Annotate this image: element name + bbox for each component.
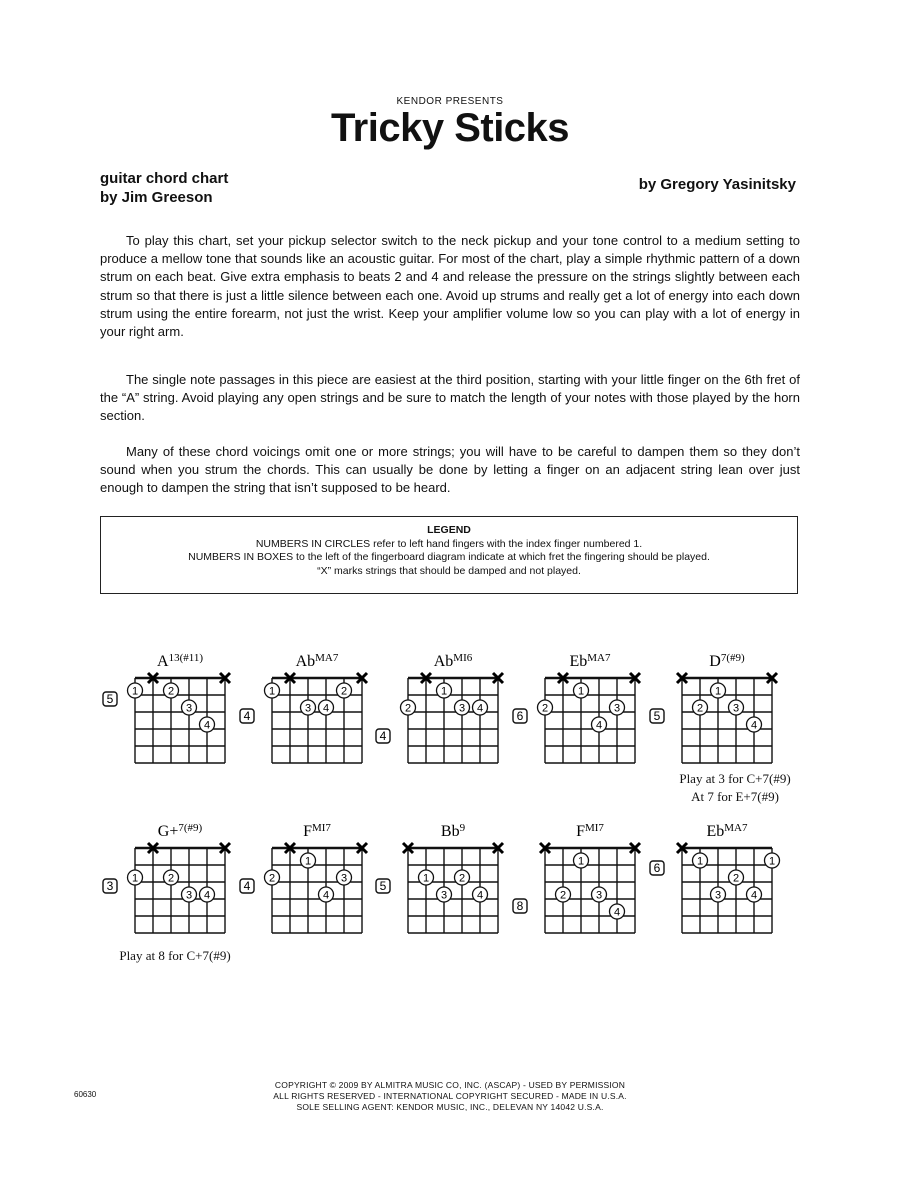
finger-number: 4 bbox=[750, 719, 758, 732]
fret-number: 4 bbox=[243, 879, 251, 893]
chord-root: A bbox=[157, 653, 169, 670]
finger-number: 1 bbox=[768, 855, 776, 868]
finger-number: 4 bbox=[322, 702, 330, 715]
d7-note-2: At 7 for E+7(#9) bbox=[691, 789, 779, 804]
chord-extension: 13(#11) bbox=[168, 652, 203, 664]
fret-number: 5 bbox=[106, 692, 114, 706]
finger-number: 3 bbox=[340, 872, 348, 885]
finger-number: 3 bbox=[304, 702, 312, 715]
chord-diagram bbox=[376, 822, 503, 933]
legend-heading: LEGEND bbox=[427, 524, 471, 536]
fret-number: 5 bbox=[379, 879, 387, 893]
fret-number: 6 bbox=[516, 709, 524, 723]
chord-name bbox=[706, 822, 748, 840]
chord-name bbox=[709, 652, 745, 670]
finger-number: 4 bbox=[750, 889, 758, 902]
fret-number: 4 bbox=[379, 729, 387, 743]
finger-number: 1 bbox=[696, 855, 704, 868]
finger-number: 1 bbox=[422, 872, 430, 885]
chord-diagram bbox=[513, 822, 640, 933]
fret-number: 3 bbox=[106, 879, 114, 893]
chord-root: Eb bbox=[706, 823, 725, 840]
finger-number: 1 bbox=[268, 685, 276, 698]
finger-number: 2 bbox=[458, 872, 466, 885]
fret-number: 4 bbox=[243, 709, 251, 723]
chord-name bbox=[569, 652, 611, 670]
chord-root: D bbox=[709, 653, 721, 670]
instruction-paragraph-2: The single note passages in this piece are easiest at the third position, starting with your little finger on the 6th fret of the “A” string. Avoid playing any open strings and be sure to match the length of your notes with those played by the horn section. bbox=[100, 372, 800, 424]
chord-name bbox=[158, 822, 203, 840]
chord-extension: MI7 bbox=[584, 822, 604, 834]
chord-extension: MA7 bbox=[724, 822, 748, 834]
chord-root: F bbox=[576, 823, 585, 840]
chord-name bbox=[441, 822, 466, 840]
chord-name bbox=[434, 652, 473, 670]
finger-number: 2 bbox=[732, 872, 740, 885]
copyright-line-2: ALL RIGHTS RESERVED - INTERNATIONAL COPYRIGHT SECURED - MADE IN U.S.A. bbox=[273, 1091, 627, 1101]
chord-name bbox=[576, 822, 604, 840]
chord-root: Ab bbox=[433, 653, 454, 670]
chord-root: Bb bbox=[440, 823, 460, 840]
finger-number: 2 bbox=[404, 702, 412, 715]
instruction-paragraph-1: To play this chart, set your pickup selector switch to the neck pickup and your tone control to a medium setting to produce a mellow tone that sounds like an acoustic guitar. For most of the chart, play a simple rhythmic pattern of a down strum on each beat. Give extra emphasis to beats 2 and 4 and release the pressure on the strings slightly between each strum so that there is just a little silence between each one. Avoid up strums and really get a lot of energy into each down strum using the entire forearm, not just the wrist. Keep your amplifier volume low so you can play with a lot of energy in your right arm. bbox=[100, 233, 800, 340]
chord-root: Eb bbox=[569, 653, 588, 670]
copyright-line-3: SOLE SELLING AGENT: KENDOR MUSIC, INC., DELEVAN NY 14042 U.S.A. bbox=[296, 1102, 604, 1112]
finger-number: 1 bbox=[714, 685, 722, 698]
finger-number: 2 bbox=[167, 685, 175, 698]
chord-diagram bbox=[650, 822, 780, 933]
arranger-line-2: by Jim Greeson bbox=[100, 189, 213, 206]
chord-extension: 7(#9) bbox=[720, 652, 745, 664]
legend-line-circles: NUMBERS IN CIRCLES refer to left hand fingers with the index finger numbered 1. bbox=[255, 537, 643, 550]
d7-note-1: Play at 3 for C+7(#9) bbox=[679, 771, 791, 786]
legend-line-x: “X” marks strings that should be damped and not played. bbox=[317, 564, 581, 577]
instruction-paragraph-3: Many of these chord voicings omit one or more strings; you will have to be careful to dampen them so they don’t sound when you strum the chords. This can usually be done by letting a finger on an adjacent string lean over just enough to dampen the string that isn’t supposed to be heard. bbox=[100, 444, 800, 496]
finger-number: 3 bbox=[732, 702, 740, 715]
chord-diagram bbox=[103, 652, 230, 763]
g7-note-1: Play at 8 for C+7(#9) bbox=[119, 948, 231, 963]
chord-extension: MA7 bbox=[315, 652, 339, 664]
composer-credit: by Gregory Yasinitsky bbox=[638, 176, 796, 193]
finger-number: 3 bbox=[185, 702, 193, 715]
finger-number: 2 bbox=[559, 889, 567, 902]
chord-diagram bbox=[513, 652, 640, 763]
finger-number: 4 bbox=[476, 702, 484, 715]
finger-number: 4 bbox=[322, 889, 330, 902]
finger-number: 3 bbox=[595, 889, 603, 902]
chord-root: F bbox=[303, 823, 312, 840]
finger-number: 2 bbox=[268, 872, 276, 885]
finger-number: 3 bbox=[185, 889, 193, 902]
finger-number: 1 bbox=[577, 855, 585, 868]
finger-number: 4 bbox=[613, 906, 621, 919]
chord-diagram bbox=[376, 652, 503, 763]
finger-number: 3 bbox=[458, 702, 466, 715]
chord-diagram bbox=[240, 822, 367, 933]
arranger-line-1: guitar chord chart bbox=[100, 170, 229, 187]
page-title: Tricky Sticks bbox=[330, 106, 570, 150]
finger-number: 1 bbox=[131, 872, 139, 885]
chord-name bbox=[157, 652, 203, 670]
fret-number: 5 bbox=[653, 709, 661, 723]
chord-name bbox=[296, 652, 339, 670]
copyright-line-1: COPYRIGHT © 2009 BY ALMITRA MUSIC CO, INC. (ASCAP) - USED BY PERMISSION bbox=[274, 1080, 626, 1090]
finger-number: 3 bbox=[714, 889, 722, 902]
finger-number: 2 bbox=[541, 702, 549, 715]
chord-name bbox=[303, 822, 331, 840]
copyright-footer bbox=[0, 1080, 900, 1113]
catalog-code: 60630 bbox=[74, 1090, 97, 1099]
finger-number: 2 bbox=[696, 702, 704, 715]
finger-number: 4 bbox=[203, 719, 211, 732]
legend-line-boxes: NUMBERS IN BOXES to the left of the fingerboard diagram indicate at which fret the fingering should be played. bbox=[188, 551, 710, 563]
finger-number: 4 bbox=[595, 719, 603, 732]
finger-number: 3 bbox=[613, 702, 621, 715]
finger-number: 1 bbox=[577, 685, 585, 698]
chord-diagram bbox=[103, 822, 230, 933]
chord-extension: 7(#9) bbox=[178, 822, 203, 834]
chord-diagram bbox=[240, 652, 367, 763]
chord-root: Ab bbox=[295, 653, 316, 670]
finger-number: 2 bbox=[340, 685, 348, 698]
chord-extension: 9 bbox=[459, 822, 466, 834]
chord-diagram bbox=[650, 652, 777, 763]
chord-root: G+ bbox=[157, 823, 179, 840]
chord-extension: MI6 bbox=[453, 652, 473, 664]
finger-number: 1 bbox=[440, 685, 448, 698]
finger-number: 2 bbox=[167, 872, 175, 885]
finger-number: 1 bbox=[304, 855, 312, 868]
finger-number: 3 bbox=[440, 889, 448, 902]
chord-extension: MA7 bbox=[587, 652, 611, 664]
finger-number: 4 bbox=[203, 889, 211, 902]
publisher-kicker: KENDOR PRESENTS bbox=[396, 96, 504, 107]
finger-number: 4 bbox=[476, 889, 484, 902]
finger-number: 1 bbox=[131, 685, 139, 698]
chord-extension: MI7 bbox=[311, 822, 331, 834]
fret-number: 8 bbox=[516, 899, 524, 913]
fret-number: 6 bbox=[653, 861, 661, 875]
